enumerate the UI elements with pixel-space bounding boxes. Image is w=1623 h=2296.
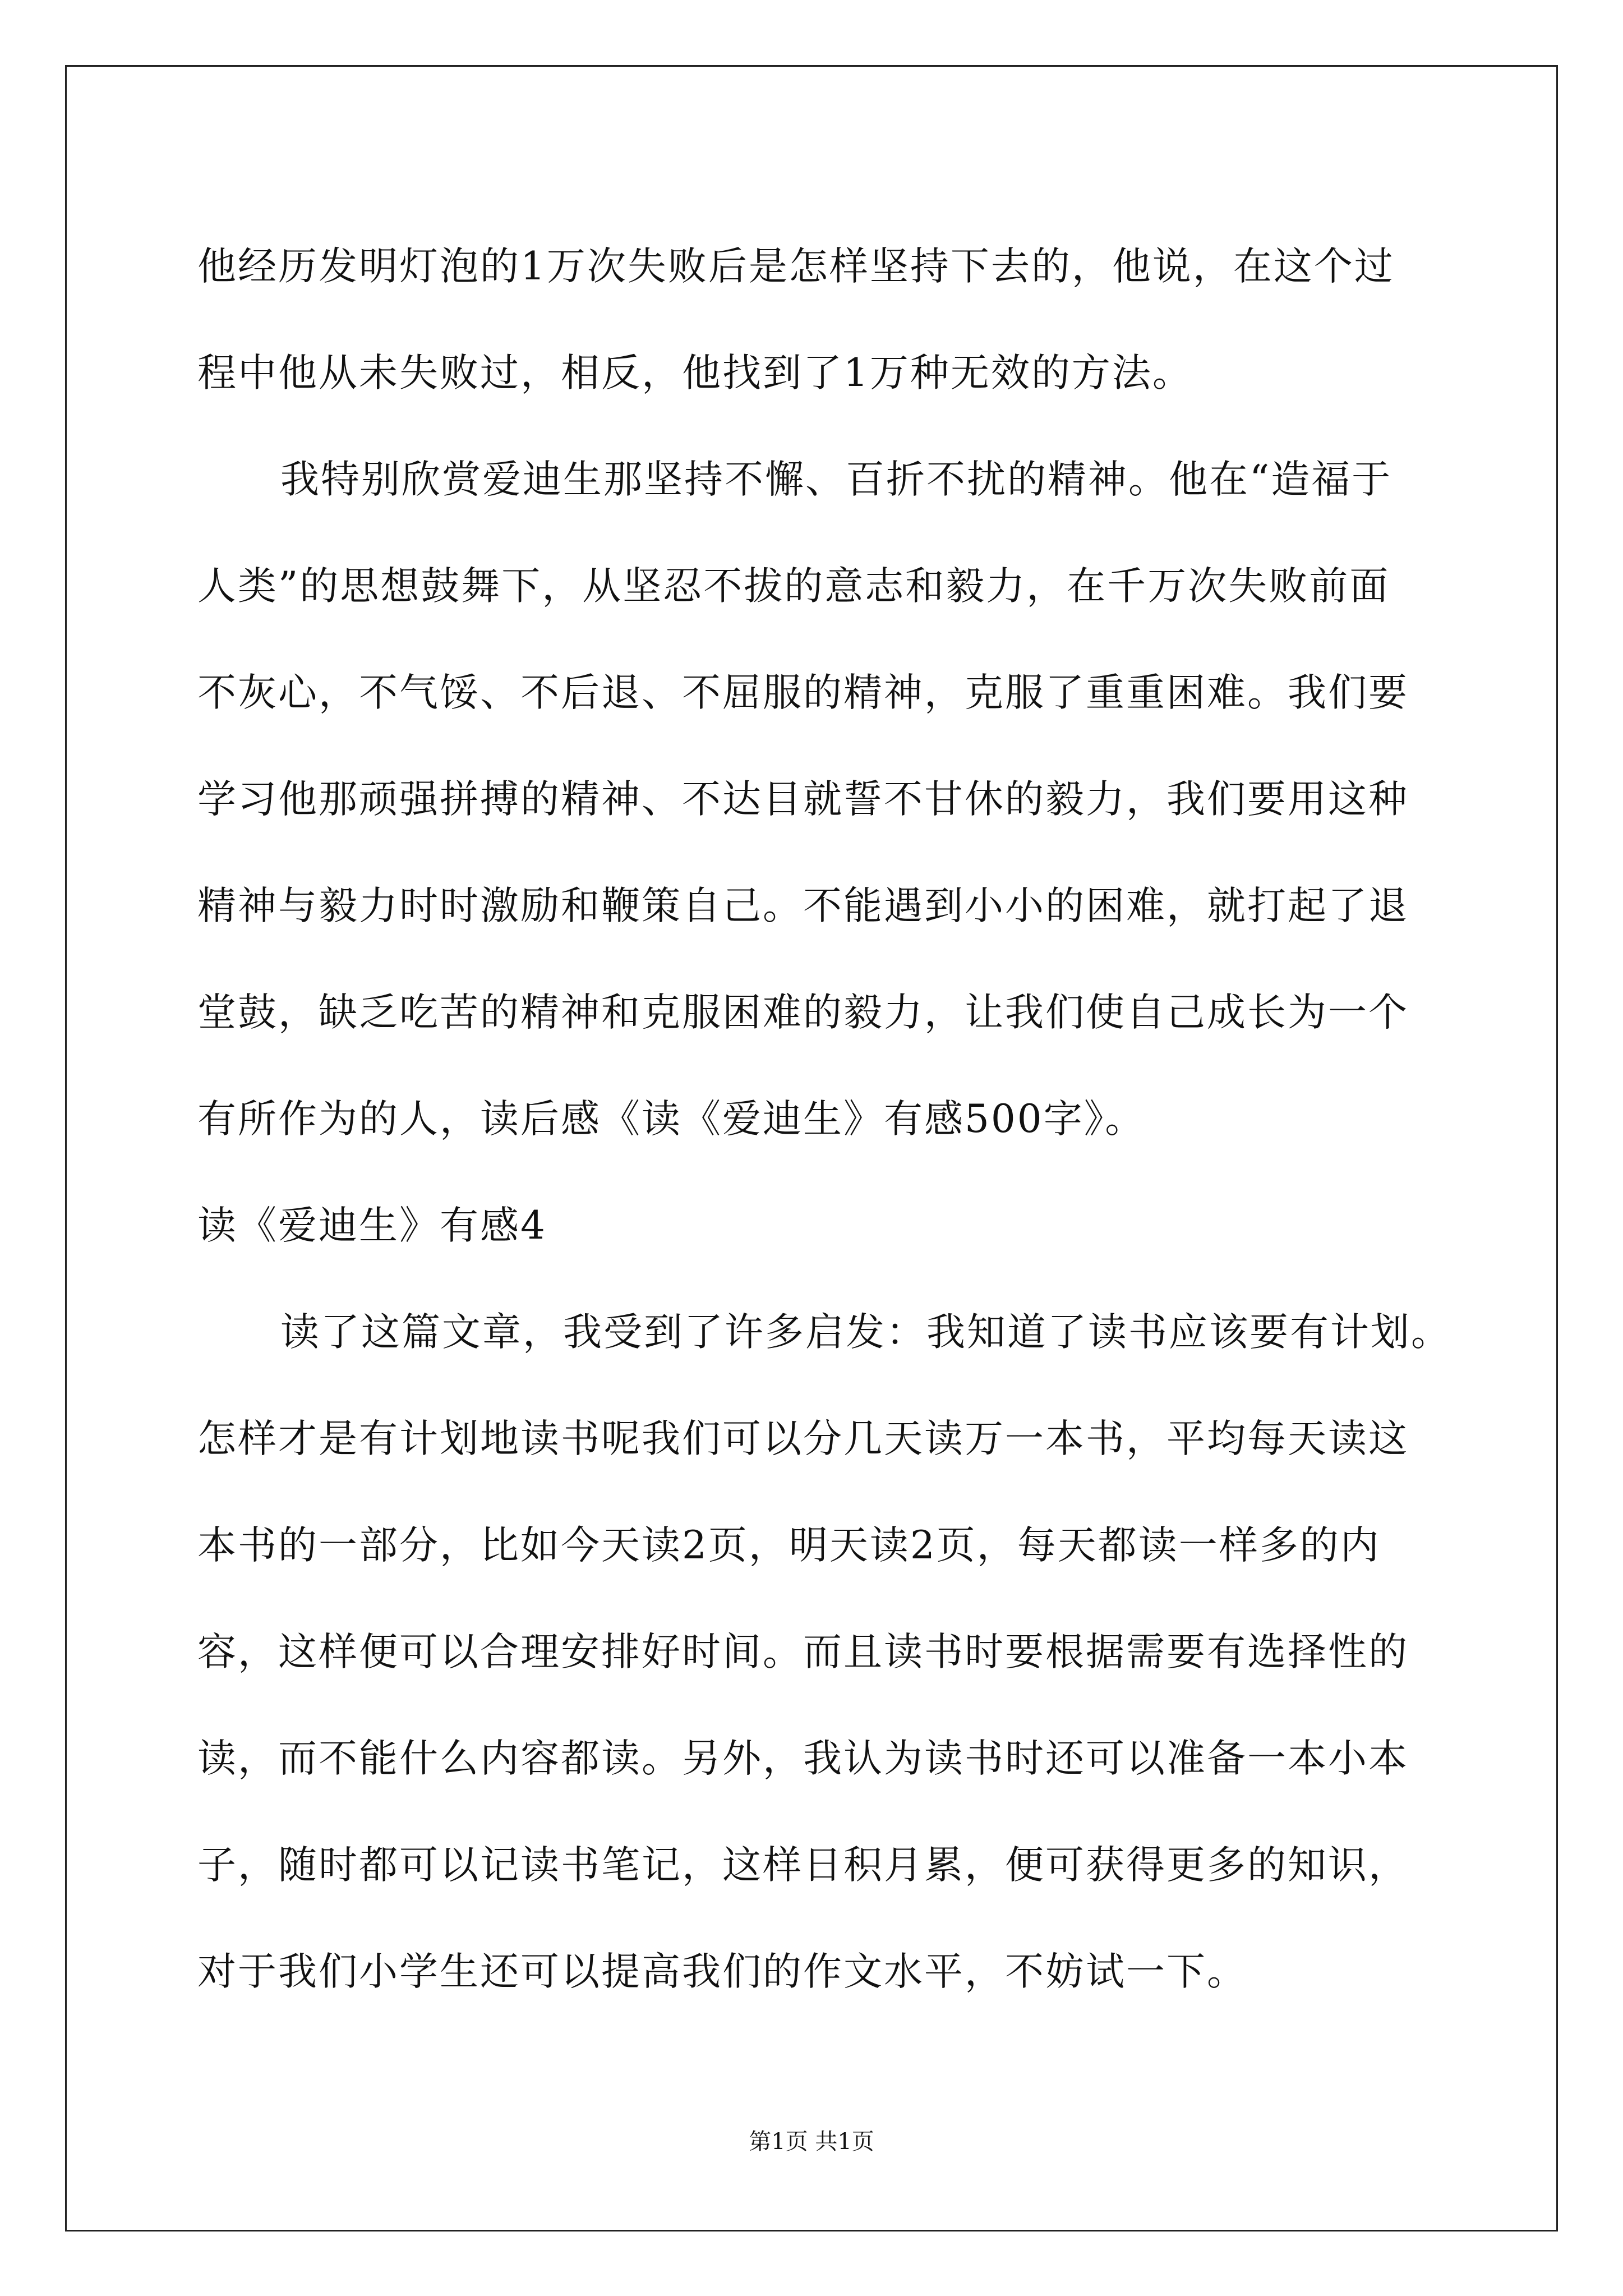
paragraph-line: 读了这篇文章，我受到了许多启发：我知道了读书应该要有计划。 <box>280 1310 1451 1355</box>
paragraph-line: 有所作为的人，读后感《读《爱迪生》有感500字》。 <box>197 1097 1146 1142</box>
paragraph-line: 不灰心，不气馁、不后退、不屈服的精神，克服了重重困难。我们要 <box>197 670 1409 715</box>
paragraph-line: 精神与毅力时时激励和鞭策自己。不能遇到小小的困难，就打起了退 <box>197 884 1409 928</box>
paragraph-line: 学习他那顽强拼搏的精神、不达目就誓不甘休的毅力，我们要用这种 <box>197 777 1409 822</box>
page-footer: 第1页 共1页 <box>749 2129 874 2155</box>
paragraph-line: 对于我们小学生还可以提高我们的作文水平，不妨试一下。 <box>197 1949 1247 1994</box>
paragraph-line: 堂鼓，缺乏吃苦的精神和克服困难的毅力，让我们使自己成长为一个 <box>197 990 1409 1035</box>
paragraph-line: 我特别欣赏爱迪生那坚持不懈、百折不扰的精神。他在“造福于 <box>280 457 1393 502</box>
paragraph-line: 容，这样便可以合理安排好时间。而且读书时要根据需要有选择性的 <box>197 1630 1409 1674</box>
section-title: 读《爱迪生》有感4 <box>197 1203 547 1248</box>
paragraph-line: 他经历发明灯泡的1万次失败后是怎样坚持下去的，他说，在这个过 <box>197 244 1395 289</box>
paragraph-line: 人类”的思想鼓舞下，从坚忍不拔的意志和毅力，在千万次失败前面 <box>197 564 1390 609</box>
document-body <box>197 213 1454 2025</box>
paragraph-line: 本书的一部分，比如今天读2页，明天读2页，每天都读一样多的内 <box>197 1523 1381 1568</box>
paragraph-line: 怎样才是有计划地读书呢我们可以分几天读万一本书，平均每天读这 <box>197 1416 1409 1461</box>
paragraph-line: 读，而不能什么内容都读。另外，我认为读书时还可以准备一本小本 <box>197 1736 1409 1781</box>
paragraph-line: 程中他从未失败过，相反，他找到了1万种无效的方法。 <box>197 351 1193 395</box>
paragraph-line: 子，随时都可以记读书笔记，这样日积月累，便可获得更多的知识， <box>197 1843 1409 1888</box>
